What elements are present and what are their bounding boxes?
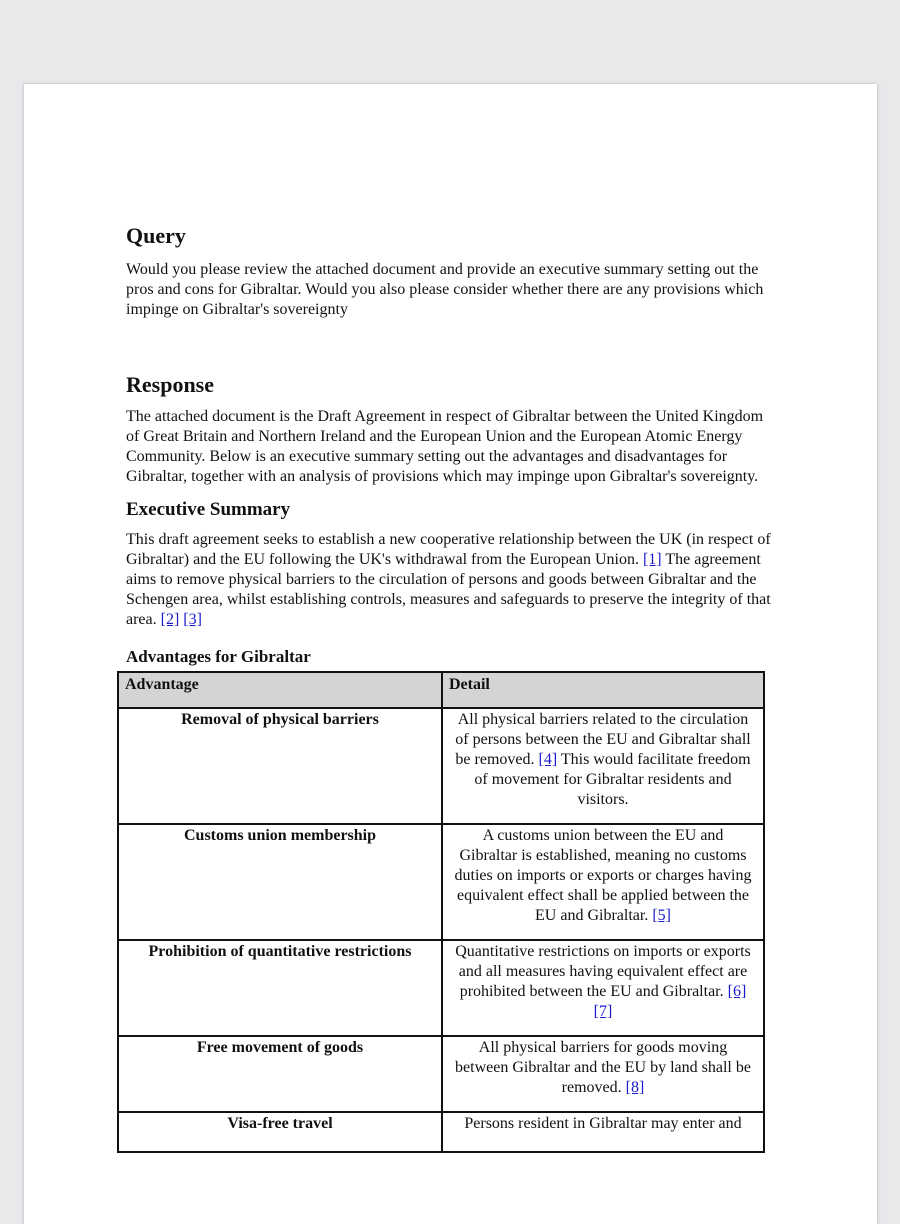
advantage-name: Removal of physical barriers [118, 708, 442, 824]
table-row [118, 1036, 764, 1112]
table-row [118, 708, 764, 824]
column-header-detail: Detail [442, 672, 764, 708]
footnote-link-4[interactable]: [4] [538, 751, 558, 768]
advantage-detail [442, 708, 764, 824]
detail-text: All physical barriers related to the circulation of persons between the EU and Gibraltar shall be removed. [455, 711, 751, 768]
advantage-name: Visa-free travel [118, 1112, 442, 1152]
table-row [118, 824, 764, 940]
exec-text-part1: This draft agreement seeks to establish a new cooperative relationship between the UK (in respect of Gibraltar) and the EU following the UK's withdrawal from the European Union. [126, 531, 771, 568]
advantage-name: Free movement of goods [118, 1036, 442, 1112]
response-heading: Response [126, 372, 215, 397]
advantage-name: Customs union membership [118, 824, 442, 940]
detail-text-continued: This would facilitate freedom of movement for Gibraltar residents and visitors. [474, 751, 751, 808]
response-text: The attached document is the Draft Agreement in respect of Gibraltar between the United Kingdom of Great Britain and Northern Ireland and the European Union and the European Atomic Energy Community. Below is an executive summary setting out the advantages and disadvantages for Gibraltar, together with an analysis of provisions which may impinge upon Gibraltar's sovereignty. [126, 408, 764, 485]
advantage-detail [442, 824, 764, 940]
table-row [118, 940, 764, 1036]
document-content [126, 222, 771, 1153]
executive-summary-heading: Executive Summary [126, 499, 291, 520]
column-header-advantage: Advantage [118, 672, 442, 708]
footnote-link-2[interactable]: [2] [160, 611, 180, 628]
advantage-detail [442, 1036, 764, 1112]
footnote-link-7[interactable]: [7] [593, 1003, 613, 1020]
detail-text: Quantitative restrictions on imports or exports and all measures having equivalent effect are prohibited between the EU and Gibraltar. [455, 943, 751, 1000]
document-page [24, 84, 877, 1224]
advantage-name: Prohibition of quantitative restrictions [118, 940, 442, 1036]
table-header-row [118, 672, 764, 708]
detail-text: A customs union between the EU and Gibraltar is established, meaning no customs duties on imports or exports or charges having equivalent effect shall be applied between the EU and Gibraltar. [454, 827, 752, 924]
footnote-link-8[interactable]: [8] [625, 1079, 645, 1096]
footnote-link-3[interactable]: [3] [183, 611, 202, 628]
advantage-detail [442, 940, 764, 1036]
executive-summary-text [126, 530, 771, 630]
table-row [118, 1112, 764, 1152]
footnote-link-5[interactable]: [5] [652, 907, 671, 924]
advantages-table [117, 671, 765, 1153]
detail-text: Persons resident in Gibraltar may enter and [464, 1115, 742, 1132]
footnote-link-1[interactable]: [1] [642, 551, 662, 568]
footnote-link-6[interactable]: [6] [727, 983, 747, 1000]
advantages-heading: Advantages for Gibraltar [126, 647, 311, 666]
query-text: Would you please review the attached document and provide an executive summary setting out the pros and cons for Gibraltar. Would you also please consider whether there are any provisions which impinge on Gibraltar's sovereignty [126, 261, 764, 318]
exec-text-part2: The agreement aims to remove physical barriers to the circulation of persons and goods between Gibraltar and the Schengen area, whilst establishing controls, measures and safeguards to preserve the integrity of that area. [126, 551, 771, 628]
detail-text: All physical barriers for goods moving between Gibraltar and the EU by land shall be removed. [455, 1039, 751, 1096]
advantage-detail [442, 1112, 764, 1152]
query-heading: Query [126, 223, 186, 248]
